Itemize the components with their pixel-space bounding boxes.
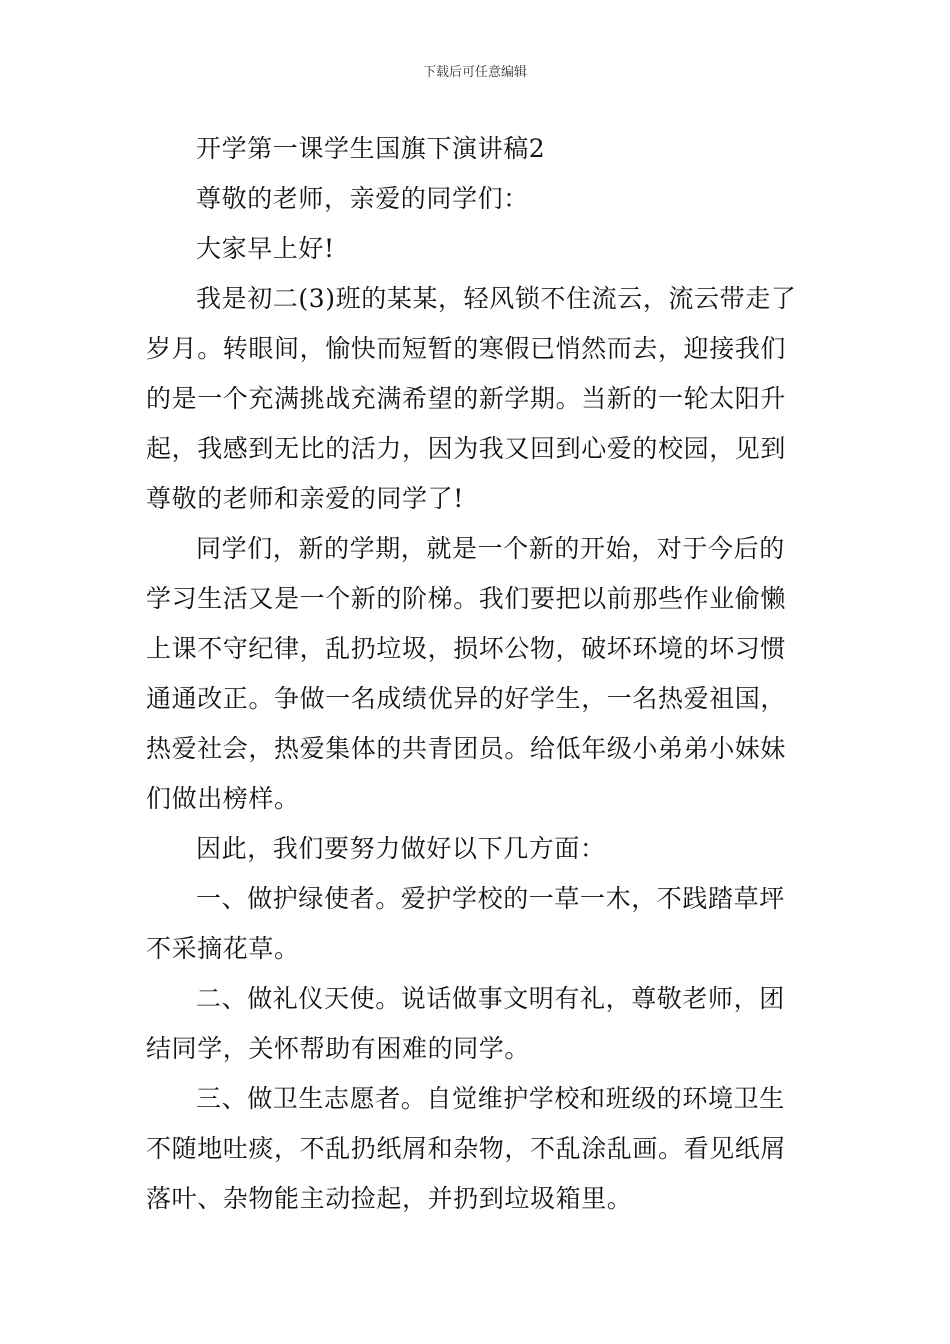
list-item-line: 不采摘花草。 — [146, 934, 300, 963]
paragraph-line: 通通改正。争做一名成绩优异的好学生，一名热爱祖国， — [146, 684, 787, 713]
list-item-line: 结同学，关怀帮助有困难的同学。 — [146, 1034, 531, 1063]
paragraph-line: 岁月。转眼间，愉快而短暂的寒假已悄然而去，迎接我们 — [146, 334, 787, 363]
paragraph-line: 起，我感到无比的活力，因为我又回到心爱的校园，见到 — [146, 434, 787, 463]
paragraph-line: 们做出榜样。 — [146, 784, 300, 813]
salutation: 尊敬的老师，亲爱的同学们： — [196, 184, 529, 213]
document-body — [146, 124, 806, 1224]
paragraph-line: 上课不守纪律，乱扔垃圾，损坏公物，破坏环境的坏习惯 — [146, 634, 787, 663]
paragraph-line: 热爱社会，热爱集体的共青团员。给低年级小弟弟小妹妹 — [146, 734, 787, 763]
list-item-line: 三、做卫生志愿者。自觉维护学校和班级的环境卫生 — [196, 1084, 785, 1113]
paragraph-line: 学习生活又是一个新的阶梯。我们要把以前那些作业偷懒 — [146, 584, 787, 613]
paragraph-line: 因此，我们要努力做好以下几方面： — [196, 834, 606, 863]
list-item-line: 一、做护绿使者。爱护学校的一草一木，不践踏草坪 — [196, 884, 785, 913]
paragraph-line: 我是初二(3)班的某某，轻风锁不住流云，流云带走了 — [196, 284, 797, 313]
list-item-line: 落叶、杂物能主动捡起，并扔到垃圾箱里。 — [146, 1184, 633, 1213]
list-item-line: 不随地吐痰，不乱扔纸屑和杂物，不乱涂乱画。看见纸屑 — [146, 1134, 787, 1163]
paragraph-line: 同学们，新的学期，就是一个新的开始，对于今后的 — [196, 534, 785, 563]
document-title: 开学第一课学生国旗下演讲稿2 — [196, 134, 546, 163]
paragraph-line: 的是一个充满挑战充满希望的新学期。当新的一轮太阳升 — [146, 384, 787, 413]
greeting: 大家早上好! — [196, 234, 335, 263]
paragraph-line: 尊敬的老师和亲爱的同学了! — [146, 484, 464, 513]
list-item-line: 二、做礼仪天使。说话做事文明有礼，尊敬老师，团 — [196, 984, 785, 1013]
page-header-note: 下载后可任意编辑 — [422, 65, 527, 80]
